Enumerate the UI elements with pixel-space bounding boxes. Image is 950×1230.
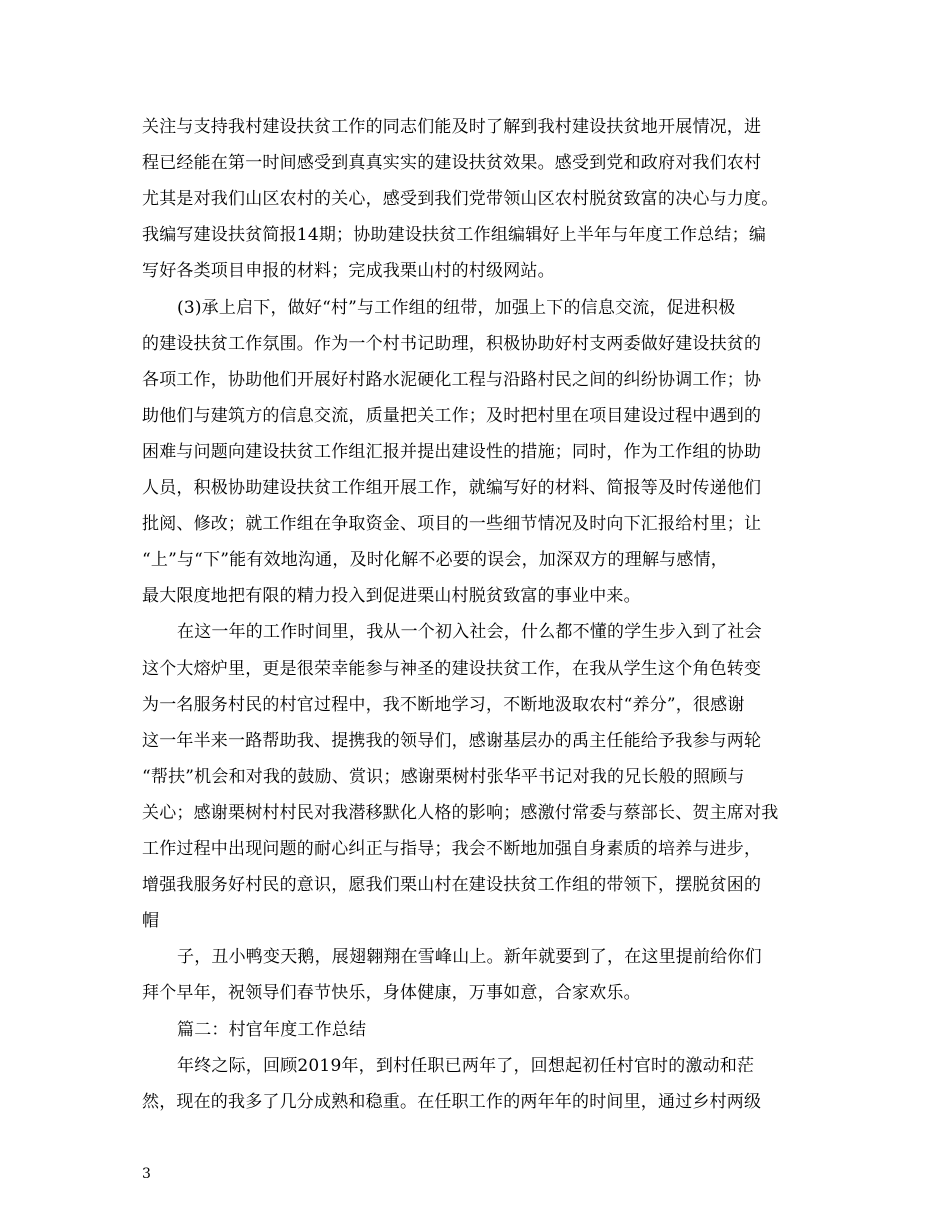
text-line: 子，丑小鸭变天鹅，展翅翱翔在雪峰山上。新年就要到了，在这里提前给你们 — [177, 947, 762, 968]
text-line: 助他们与建筑方的信息交流，质量把关工作；及时把村里在项目建设过程中遇到的 — [142, 405, 762, 426]
text-line: 各项工作，协助他们开展好村路水泥硬化工程与沿路村民之间的纠纷协调工作；协 — [142, 369, 762, 390]
text-line: 困难与问题向建设扶贫工作组汇报并提出建设性的措施；同时，作为工作组的协助 — [142, 441, 762, 462]
text-line: 我编写建设扶贫简报14期；协助建设扶贫工作组编辑好上半年与年度工作总结；编 — [142, 225, 767, 246]
text-line: 关注与支持我村建设扶贫工作的同志们能及时了解到我村建设扶贫地开展情况，进 — [142, 117, 762, 137]
text-line: 然，现在的我多了几分成熟和稳重。在任职工作的两年年的时间里，通过乡村两级 — [142, 1091, 762, 1112]
text-line: (3)承上启下，做好“村”与工作组的纽带，加强上下的信息交流，促进积极 — [177, 297, 736, 318]
text-line: “帮扶”机会和对我的鼓励、赏识；感谢栗树村张华平书记对我的兄长般的照顾与 — [142, 766, 745, 787]
text-line: 在这一年的工作时间里，我从一个初入社会，什么都不懂的学生步入到了社会 — [177, 622, 762, 643]
text-line: 最大限度地把有限的精力投入到促进栗山村脱贫致富的事业中来。 — [142, 586, 641, 607]
text-line: 年终之际，回顾2019年，到村任职已两年了，回想起初任村官时的激动和茫 — [177, 1055, 755, 1076]
text-line: 这一年半来一路帮助我、提携我的领导们，感谢基层办的禹主任能给予我参与两轮 — [142, 730, 762, 751]
page-number: 3 — [142, 1166, 151, 1182]
text-line: 批阅、修改；就工作组在争取资金、项目的一些细节情况及时向下汇报给村里；让 — [142, 514, 762, 535]
text-line: “上”与“下”能有效地沟通，及时化解不必要的误会，加深双方的理解与感情， — [142, 550, 728, 571]
text-line: 工作过程中出现问题的耐心纠正与指导；我会不断地加强自身素质的培养与进步， — [142, 839, 762, 859]
text-line: 为一名服务村民的村官过程中，我不断地学习，不断地汲取农村“养分”，很感谢 — [142, 694, 745, 715]
text-line: 篇二：村官年度工作总结 — [177, 1019, 367, 1040]
text-line: 尤其是对我们山区农村的关心，感受到我们党带领山区农村脱贫致富的决心与力度。 — [142, 189, 779, 210]
text-line: 写好各类项目申报的材料；完成我栗山村的村级网站。 — [142, 261, 555, 282]
text-line: 拜个早年，祝领导们春节快乐，身体健康，万事如意，合家欢乐。 — [142, 983, 641, 1004]
text-line: 的建设扶贫工作氛围。作为一个村书记助理，积极协助好村支两委做好建设扶贫的 — [142, 333, 762, 354]
text-line: 关心；感谢栗树村村民对我潜移默化人格的影响；感激付常委与蔡部长、贺主席对我 — [142, 802, 779, 823]
text-line: 帽 — [142, 911, 160, 932]
text-line: 增强我服务好村民的意识，愿我们栗山村在建设扶贫工作组的带领下，摆脱贫困的 — [142, 875, 762, 896]
text-line: 程已经能在第一时间感受到真真实实的建设扶贫效果。感受到党和政府对我们农村 — [142, 153, 762, 174]
text-line: 人员，积极协助建设扶贫工作组开展工作，就编写好的材料、简报等及时传递他们 — [142, 478, 762, 498]
text-line: 这个大熔炉里，更是很荣幸能参与神圣的建设扶贫工作，在我从学生这个角色转变 — [142, 658, 762, 679]
